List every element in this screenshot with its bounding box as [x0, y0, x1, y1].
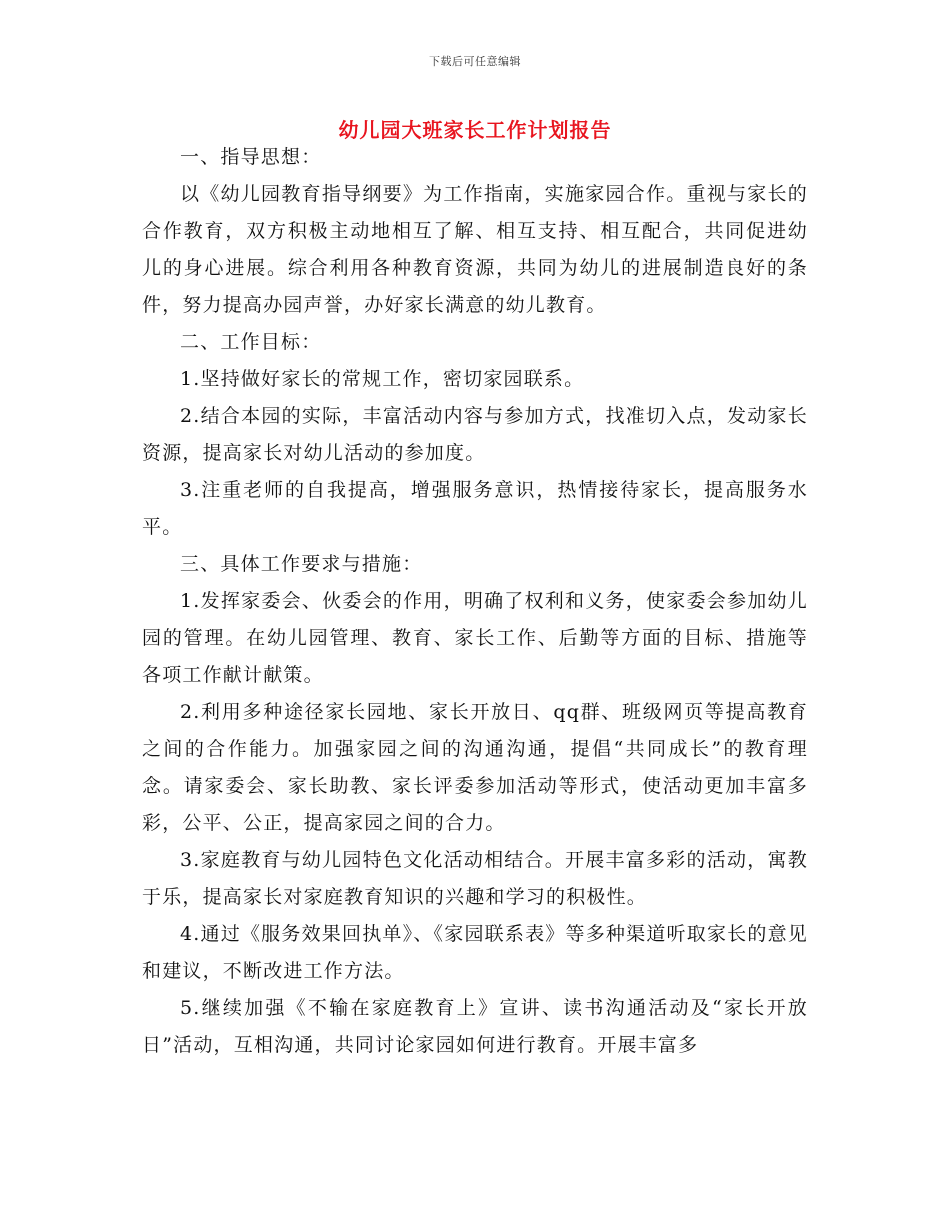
download-note: 下载后可任意编辑 — [429, 55, 521, 68]
section-heading: 一、指导思想： — [180, 146, 322, 168]
section-heading: 二、工作目标： — [180, 331, 322, 353]
list-item: 4.通过《服务效果回执单》、《家园联系表》等多种渠道听取家长的意见和建议，不断改进工作方法。 — [142, 923, 808, 982]
list-item: 5.继续加强《不输在家庭教育上》宣讲、读书沟通活动及“家长开放日”活动，互相沟通，共同讨论家园如何进行教育。开展丰富多 — [142, 997, 808, 1056]
list-item: 3.家庭教育与幼儿园特色文化活动相结合。开展丰富多彩的活动，寓教于乐，提高家长对家庭教育知识的兴趣和学习的积极性。 — [142, 849, 808, 908]
section-heading: 三、具体工作要求与措施： — [180, 553, 423, 575]
list-item: 2.结合本园的实际，丰富活动内容与参加方式，找准切入点，发动家长资源，提高家长对幼儿活动的参加度。 — [142, 405, 808, 464]
list-item: 3.注重老师的自我提高，增强服务意识，热情接待家长，提高服务水平。 — [142, 479, 808, 538]
list-item: 1.坚持做好家长的常规工作，密切家园联系。 — [180, 368, 585, 390]
paragraph: 以《幼儿园教育指导纲要》为工作指南，实施家园合作。重视与家长的合作教育，双方积极主动地相互了解、相互支持、相互配合，共同促进幼儿的身心进展。综合利用各种教育资源，共同为幼儿的进展制造良好的条件，努力提高办园声誉，办好家长满意的幼儿教育。 — [142, 183, 808, 316]
list-item: 1.发挥家委会、伙委会的作用，明确了权利和义务，使家委会参加幼儿园的管理。在幼儿园管理、教育、家长工作、后勤等方面的目标、措施等各项工作献计献策。 — [142, 590, 808, 686]
list-item: 2.利用多种途径家长园地、家长开放日、qq群、班级网页等提高教育之间的合作能力。加强家园之间的沟通沟通，提倡“共同成长”的教育理念。请家委会、家长助教、家长评委参加活动等形式，使活动更加丰富多彩，公平、公正，提高家园之间的合力。 — [142, 701, 808, 834]
document-title: 幼儿园大班家长工作计划报告 — [338, 118, 612, 142]
document-body — [142, 139, 808, 1064]
